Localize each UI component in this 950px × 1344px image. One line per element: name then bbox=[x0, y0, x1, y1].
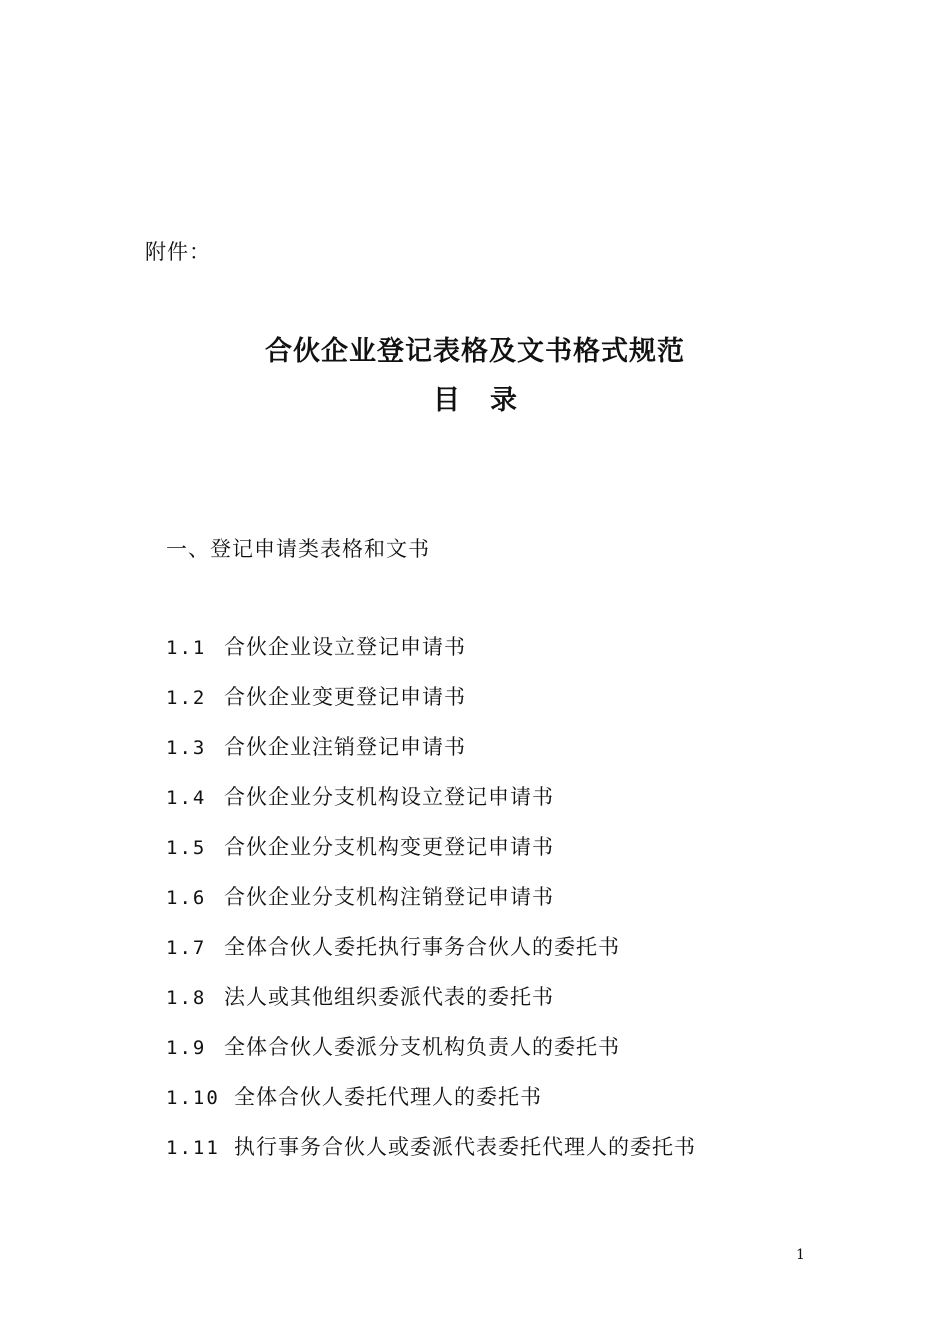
toc-item bbox=[166, 933, 696, 983]
toc-item bbox=[166, 983, 696, 1033]
toc-item-text: 合伙企业变更登记申请书 bbox=[224, 685, 466, 709]
toc-item-text: 全体合伙人委托执行事务合伙人的委托书 bbox=[224, 935, 620, 959]
attachment-label: 附件： bbox=[145, 240, 211, 264]
toc-item-text: 法人或其他组织委派代表的委托书 bbox=[224, 985, 554, 1009]
toc-item-text: 合伙企业注销登记申请书 bbox=[224, 735, 466, 759]
toc-item-number: 1.9 bbox=[166, 1037, 207, 1059]
toc-item-text: 合伙企业分支机构变更登记申请书 bbox=[224, 835, 554, 859]
toc-item-text: 执行事务合伙人或委派代表委托代理人的委托书 bbox=[234, 1135, 696, 1159]
toc-item-text: 合伙企业分支机构注销登记申请书 bbox=[224, 885, 554, 909]
toc-item bbox=[166, 833, 696, 883]
page-number: 1 bbox=[796, 1247, 805, 1263]
toc-item-number: 1.7 bbox=[166, 937, 207, 959]
toc-item bbox=[166, 783, 696, 833]
toc-item bbox=[166, 1033, 696, 1083]
toc-item bbox=[166, 733, 696, 783]
toc-item-text: 全体合伙人委托代理人的委托书 bbox=[234, 1085, 542, 1109]
toc-item-text: 合伙企业分支机构设立登记申请书 bbox=[224, 785, 554, 809]
toc-list bbox=[166, 633, 696, 1183]
toc-item-number: 1.3 bbox=[166, 737, 207, 759]
toc-item bbox=[166, 633, 696, 683]
document-title: 合伙企业登记表格及文书格式规范 bbox=[265, 336, 685, 367]
toc-item-number: 1.5 bbox=[166, 837, 207, 859]
toc-item-number: 1.11 bbox=[166, 1137, 220, 1159]
toc-item bbox=[166, 883, 696, 933]
toc-item-text: 全体合伙人委派分支机构负责人的委托书 bbox=[224, 1035, 620, 1059]
toc-item-number: 1.1 bbox=[166, 637, 207, 659]
section-heading: 一、登记申请类表格和文书 bbox=[166, 537, 430, 561]
toc-item-number: 1.4 bbox=[166, 787, 207, 809]
toc-item bbox=[166, 1133, 696, 1183]
toc-item-number: 1.10 bbox=[166, 1087, 220, 1109]
toc-item-number: 1.6 bbox=[166, 887, 207, 909]
toc-heading: 目录 bbox=[433, 385, 547, 416]
toc-item bbox=[166, 1083, 696, 1133]
toc-item-text: 合伙企业设立登记申请书 bbox=[224, 635, 466, 659]
toc-item-number: 1.8 bbox=[166, 987, 207, 1009]
toc-item bbox=[166, 683, 696, 733]
toc-item-number: 1.2 bbox=[166, 687, 207, 709]
